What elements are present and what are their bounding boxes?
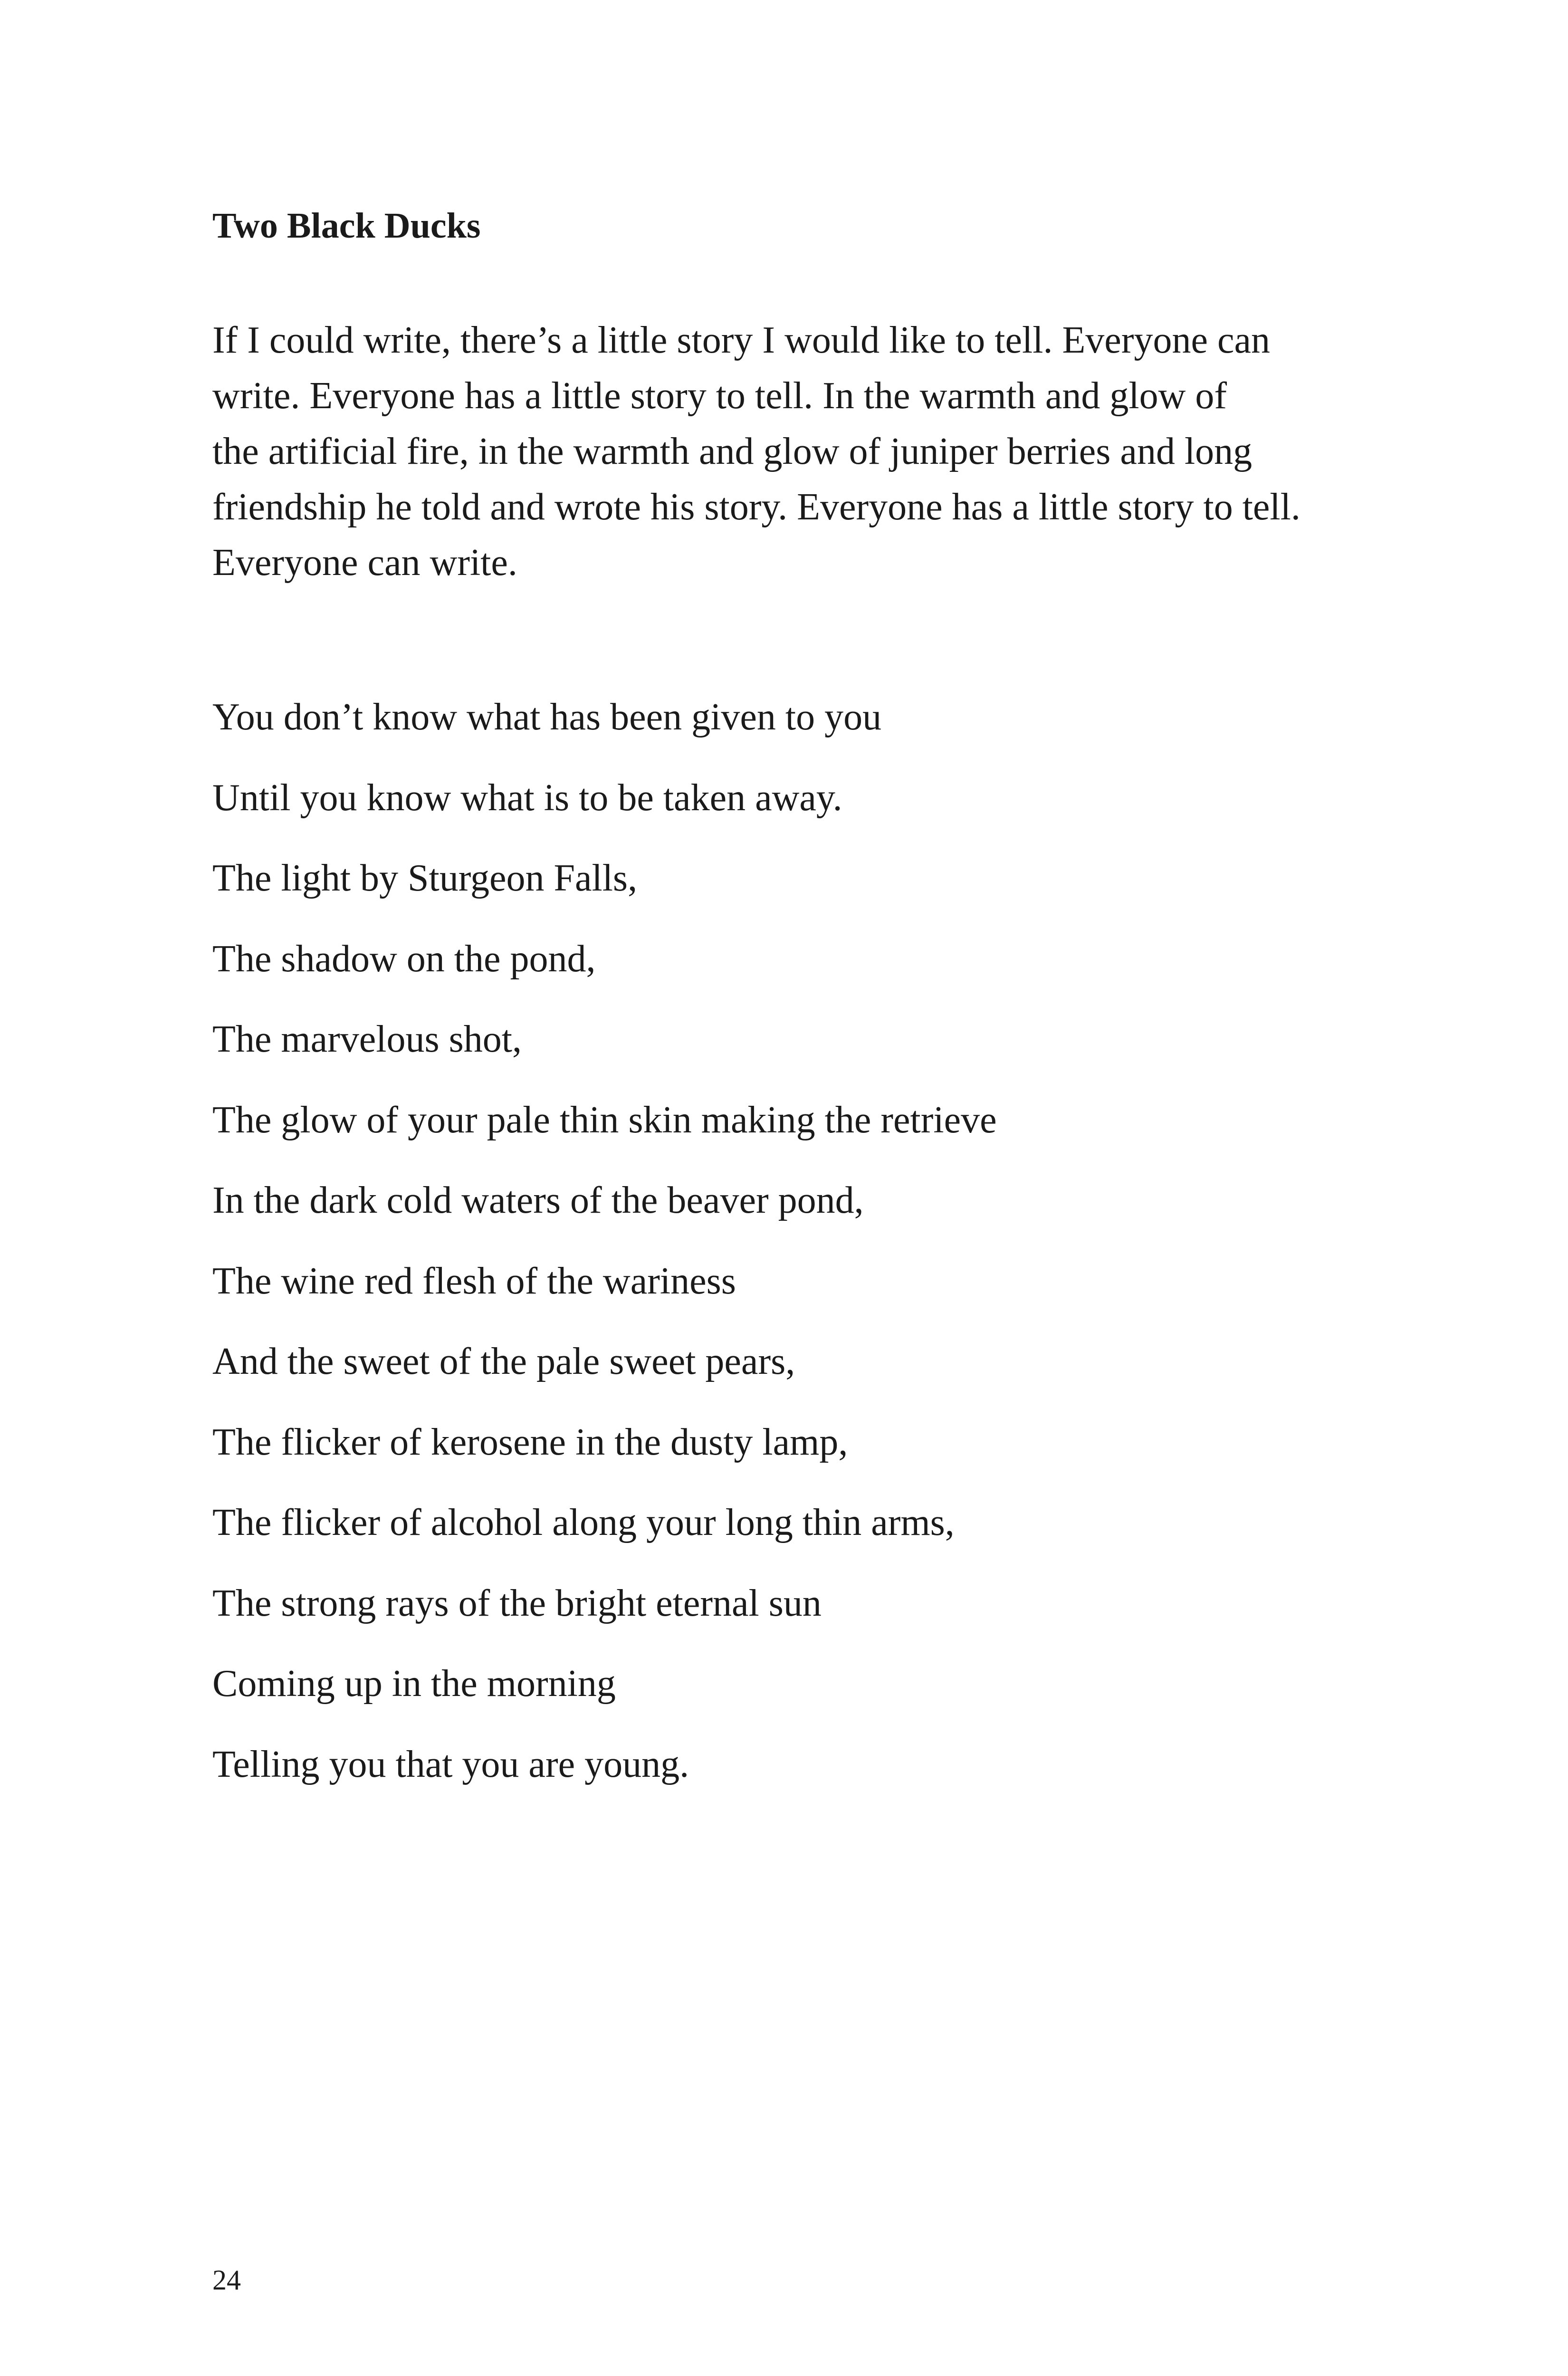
poem-line: The glow of your pale thin skin making the retrieve (212, 1099, 997, 1141)
poem-line: The marvelous shot, (212, 1018, 522, 1060)
poem-line: The light by Sturgeon Falls, (212, 857, 638, 899)
intro-line: friendship he told and wrote his story. Everyone has a little story to tell. (212, 486, 1300, 528)
intro-line: the artificial fire, in the warmth and glow of juniper berries and long (212, 431, 1252, 472)
poem-line: The flicker of kerosene in the dusty lamp, (212, 1421, 848, 1463)
intro-line: write. Everyone has a little story to tell. In the warmth and glow of (212, 375, 1227, 417)
intro-line: If I could write, there’s a little story I would like to tell. Everyone can (212, 319, 1270, 361)
poem-line: In the dark cold waters of the beaver pond, (212, 1179, 864, 1221)
poem-line: The shadow on the pond, (212, 938, 596, 980)
poem-line: Telling you that you are young. (212, 1743, 689, 1785)
page-number: 24 (212, 2264, 241, 2296)
poem-title: Two Black Ducks (212, 206, 481, 246)
poem-line: Until you know what is to be taken away. (212, 776, 842, 819)
intro-line: Everyone can write. (212, 542, 517, 584)
poem-line: And the sweet of the pale sweet pears, (212, 1341, 795, 1382)
poem-line: Coming up in the morning (212, 1663, 616, 1705)
poem-line: The strong rays of the bright eternal sun (212, 1582, 822, 1624)
intro-paragraph (212, 313, 1377, 591)
poem-line: The flicker of alcohol along your long thin arms, (212, 1502, 955, 1543)
poem-line: The wine red flesh of the wariness (212, 1260, 736, 1302)
poem-line: You don’t know what has been given to you (212, 696, 882, 738)
poem-body (212, 677, 1377, 1805)
